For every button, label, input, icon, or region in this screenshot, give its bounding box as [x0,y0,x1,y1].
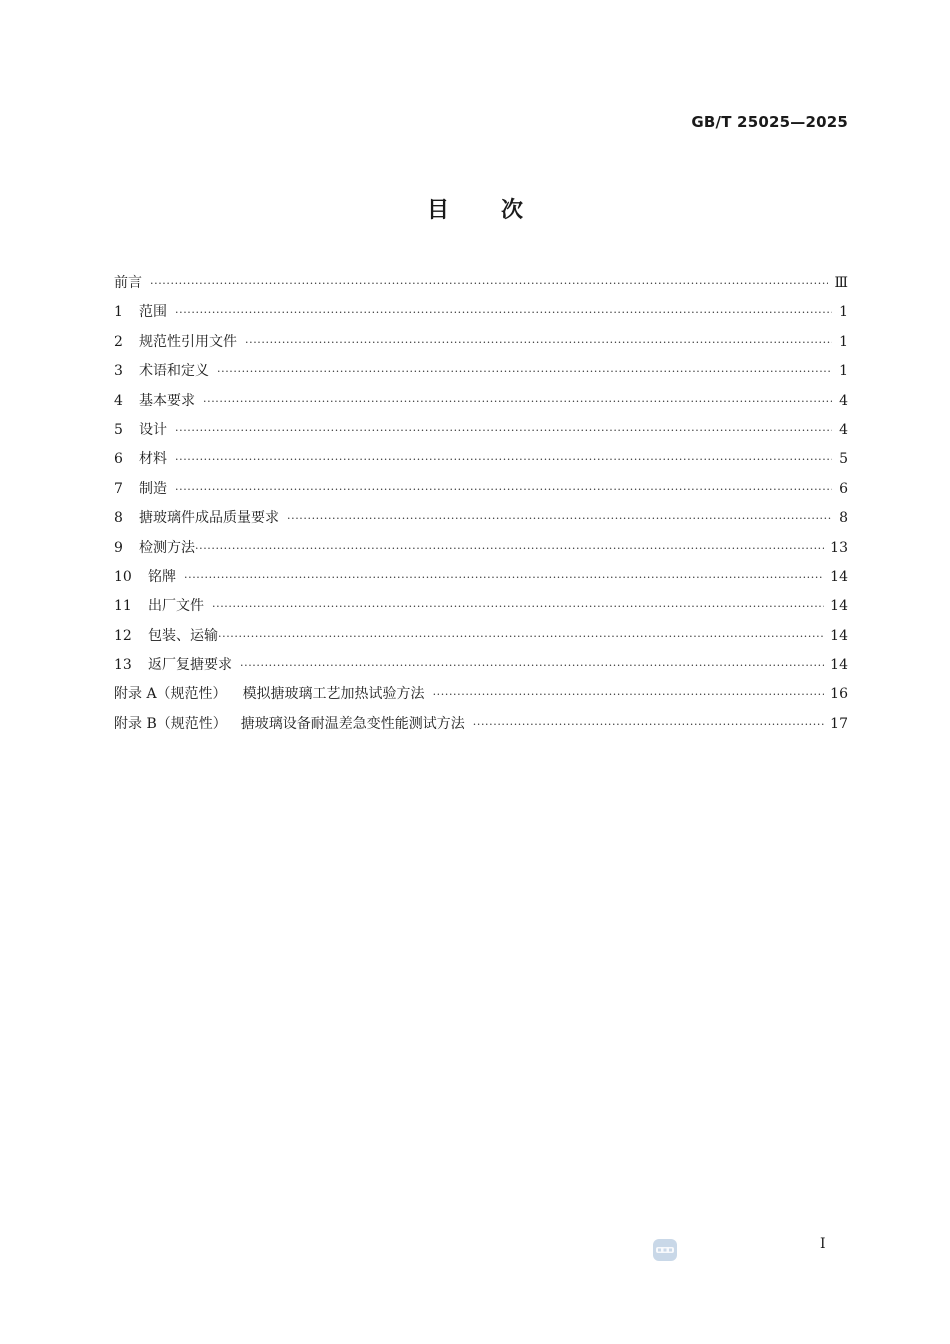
toc-entry-page: 13 [830,539,848,556]
toc-entry-2[interactable] [114,331,848,360]
toc-entry-13[interactable] [114,654,848,683]
toc-entry-number: 5 [114,421,123,438]
toc-entry-3[interactable] [114,360,848,389]
toc-entry-6[interactable] [114,448,848,477]
toc-leader [473,718,824,731]
toc-leader [245,336,832,349]
toc-entry-4[interactable] [114,390,848,419]
toc-leader [212,600,824,613]
page-title [0,193,950,224]
toc-leader [218,630,824,643]
toc-entry-label: 返厂复搪要求 [148,657,232,674]
toc-entry-number: 4 [114,392,123,409]
title-char-2: 次 [501,198,524,223]
standard-code: GB/T 25025—2025 [691,113,848,131]
page-number: I [820,1236,826,1252]
toc-entry-page: 14 [830,568,848,585]
toc-entry-number: 13 [114,657,132,674]
toc-entry-10[interactable] [114,566,848,595]
toc-leader [203,395,832,408]
toc-entry-page: 14 [830,657,848,674]
toc-entry-label: 模拟搪玻璃工艺加热试验方法 [242,686,425,703]
toc-entry-number: 8 [114,510,123,527]
toc-entry-page: Ⅲ [834,275,848,291]
toc-entry-page: 4 [839,421,848,438]
toc-entry-annex-a[interactable] [114,683,848,712]
toc-entry-label: 出厂文件 [148,598,204,615]
toc-entry-11[interactable] [114,595,848,624]
toc-entry-label: 术语和定义 [139,363,209,380]
toc-entry-page: 14 [830,627,848,644]
toc-entry-12[interactable] [114,625,848,654]
toc-entry-annex-b[interactable] [114,713,848,742]
toc-entry-label: 材料 [139,451,167,468]
toc-entry-number: 1 [114,304,123,321]
toc-entry-page: 1 [839,333,848,350]
toc-entry-number: 12 [114,627,132,644]
toc-entry-label: 搪玻璃设备耐温差急变性能测试方法 [240,715,465,732]
toc-entry-page: 5 [839,451,848,468]
toc-entry-page: 6 [839,480,848,497]
toc-entry-1[interactable] [114,301,848,330]
toc-entry-number: 6 [114,451,123,468]
toc-entry-page: 14 [830,598,848,615]
toc-entry-page: 4 [839,392,848,409]
toc-leader [150,277,828,290]
toc-leader [433,688,825,701]
toc-entry-number: 附录 B（规范性） [114,715,227,732]
toc-entry-label: 检测方法 [139,539,195,556]
toc-entry-label: 设计 [139,421,167,438]
toc-leader [195,542,824,555]
toc-entry-label: 范围 [139,304,167,321]
toc-entry-7[interactable] [114,478,848,507]
toc-entry-label: 基本要求 [139,392,195,409]
toc-entry-number: 3 [114,363,123,380]
toc-entry-label: 搪玻璃件成品质量要求 [139,510,279,527]
toc-entry-number: 10 [114,568,132,585]
toc-leader [287,512,832,525]
toc-leader [175,424,832,437]
toc-entry-label: 制造 [139,480,167,497]
toc-leader [240,659,824,672]
toc-entry-page: 17 [830,715,848,732]
sac-logo-icon [652,1238,678,1262]
toc-entry-number: 9 [114,539,123,556]
toc-entry-number: 2 [114,333,123,350]
toc-entry-page: 8 [839,510,848,527]
toc-entry-label: 包装、运输 [148,627,218,644]
title-char-1: 目 [426,198,449,223]
toc-entry-page: 16 [830,686,848,703]
toc-entry-number: 附录 A（规范性） [114,686,227,703]
toc-leader [175,453,832,466]
toc-leader [175,306,832,319]
toc-entry-label: 规范性引用文件 [139,333,237,350]
toc-entry-8[interactable] [114,507,848,536]
toc-entry-page: 1 [839,363,848,380]
toc-leader [175,483,832,496]
toc-entry-label: 铭牌 [148,568,176,585]
toc-leader [217,365,832,378]
table-of-contents [114,272,848,742]
toc-entry-label: 前言 [114,275,142,291]
toc-leader [184,571,824,584]
toc-entry-number: 7 [114,480,123,497]
toc-entry-number: 11 [114,598,132,615]
toc-entry-foreword[interactable] [114,272,848,301]
toc-entry-page: 1 [839,304,848,321]
toc-entry-9[interactable] [114,537,848,566]
toc-entry-5[interactable] [114,419,848,448]
